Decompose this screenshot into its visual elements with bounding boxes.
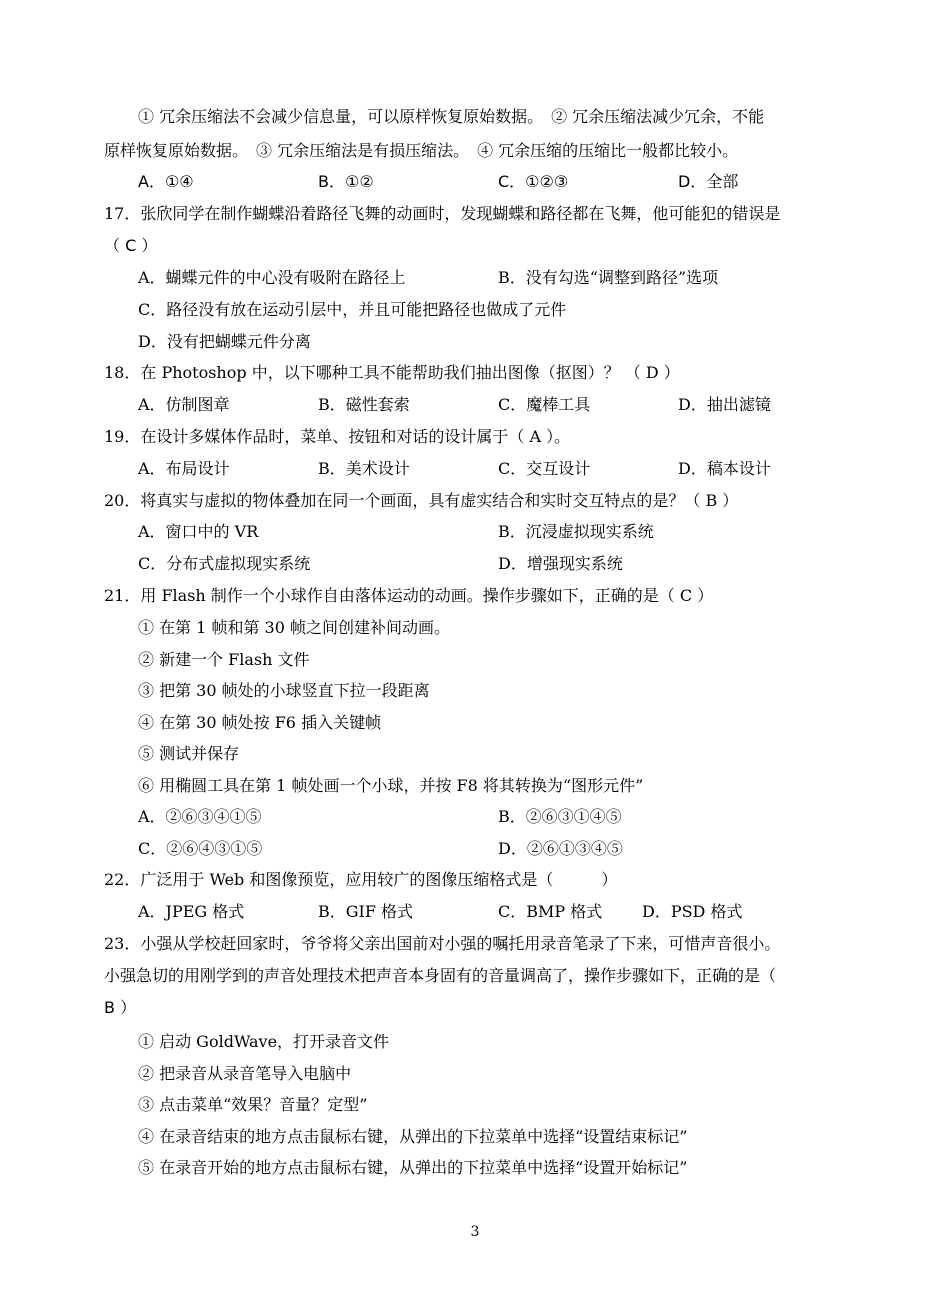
q19-option-b: B．美术设计 bbox=[318, 459, 410, 478]
q23-step-1: ① 启动 GoldWave，打开录音文件 bbox=[138, 1032, 390, 1051]
q16-statement-line1: ① 冗余压缩法不会减少信息量，可以原样恢复原始数据。 ② 冗余压缩法减少冗余，不能 bbox=[138, 107, 765, 126]
q16-statement-line2: 原样恢复原始数据。 ③ 冗余压缩法是有损压缩法。 ④ 冗余压缩的压缩比一般都比较小。 bbox=[104, 141, 739, 160]
q20-option-d: D．增强现实系统 bbox=[498, 554, 623, 573]
q17-stem-line1: 17．张欣同学在制作蝴蝶沿着路径飞舞的动画时，发现蝴蝶和路径都在飞舞，他可能犯的错误是 bbox=[104, 204, 781, 223]
q23-stem-line2: 小强急切的用刚学到的声音处理技术把声音本身固有的音量调高了，操作步骤如下，正确的是（ bbox=[104, 966, 777, 985]
q18-option-b: B．磁性套索 bbox=[318, 395, 410, 414]
q21-step-2: ② 新建一个 Flash 文件 bbox=[138, 650, 310, 669]
q23-step-4: ④ 在录音结束的地方点击鼠标右键，从弹出的下拉菜单中选择“设置结束标记” bbox=[138, 1127, 688, 1146]
q18-stem: 18．在 Photoshop 中，以下哪种工具不能帮助我们抽出图像（抠图）？ （ D ） bbox=[104, 363, 680, 382]
q21-option-c: C．②⑥④③①⑤ bbox=[138, 839, 263, 858]
q17-option-a: A．蝴蝶元件的中心没有吸附在路径上 bbox=[138, 268, 406, 287]
q23-step-3: ③ 点击菜单“效果？音量？定型” bbox=[138, 1095, 368, 1114]
q22-option-d: D．PSD 格式 bbox=[642, 902, 743, 921]
q21-step-4: ④ 在第 30 帧处按 F6 插入关键帧 bbox=[138, 713, 382, 732]
q21-option-b: B．②⑥③①④⑤ bbox=[498, 807, 622, 826]
q17-stem-line2: （ C ） bbox=[104, 236, 158, 255]
q22-option-c: C．BMP 格式 bbox=[498, 902, 603, 921]
q21-step-1: ① 在第 1 帧和第 30 帧之间创建补间动画。 bbox=[138, 618, 450, 637]
q19-option-a: A．布局设计 bbox=[138, 459, 230, 478]
q23-stem-line3: B ） bbox=[104, 998, 137, 1017]
q22-option-b: B．GIF 格式 bbox=[318, 902, 414, 921]
q17-option-c: C．路径没有放在运动引层中，并且可能把路径也做成了元件 bbox=[138, 300, 567, 319]
q23-step-2: ② 把录音从录音笔导入电脑中 bbox=[138, 1064, 352, 1083]
q16-option-d: D．全部 bbox=[678, 172, 739, 191]
q18-option-a: A．仿制图章 bbox=[138, 395, 230, 414]
q21-option-d: D．②⑥①③④⑤ bbox=[498, 839, 623, 858]
q16-option-a: A．①④ bbox=[138, 172, 194, 191]
q21-step-5: ⑤ 测试并保存 bbox=[138, 744, 240, 763]
q19-option-d: D．稿本设计 bbox=[678, 459, 771, 478]
page-number: 3 bbox=[470, 1224, 480, 1240]
q21-option-a: A．②⑥③④①⑤ bbox=[138, 807, 262, 826]
q21-step-3: ③ 把第 30 帧处的小球竖直下拉一段距离 bbox=[138, 681, 430, 700]
q16-option-b: B．①② bbox=[318, 172, 374, 191]
q19-option-c: C．交互设计 bbox=[498, 459, 591, 478]
q21-stem: 21．用 Flash 制作一个小球作自由落体运动的动画。操作步骤如下，正确的是（ C ） bbox=[104, 586, 714, 605]
q20-option-b: B．沉浸虚拟现实系统 bbox=[498, 522, 654, 541]
q22-stem: 22．广泛用于 Web 和图像预览，应用较广的图像压缩格式是（ ） bbox=[104, 870, 618, 889]
q23-step-5: ⑤ 在录音开始的地方点击鼠标右键，从弹出的下拉菜单中选择“设置开始标记” bbox=[138, 1158, 688, 1177]
q17-option-d: D．没有把蝴蝶元件分离 bbox=[138, 332, 311, 351]
q21-step-6: ⑥ 用椭圆工具在第 1 帧处画一个小球，并按 F8 将其转换为“图形元件” bbox=[138, 776, 644, 795]
q22-option-a: A．JPEG 格式 bbox=[138, 902, 245, 921]
q20-stem: 20．将真实与虚拟的物体叠加在同一个画面，具有虚实结合和实时交互特点的是？（ B ） bbox=[104, 491, 739, 510]
q18-option-d: D．抽出滤镜 bbox=[678, 395, 771, 414]
q19-stem: 19．在设计多媒体作品时，菜单、按钮和对话的设计属于（ A ）。 bbox=[104, 427, 571, 446]
q23-stem-line1: 23．小强从学校赶回家时，爷爷将父亲出国前对小强的嘱托用录音笔录了下来，可惜声音很小。 bbox=[104, 934, 781, 953]
q16-option-c: C．①②③ bbox=[498, 172, 569, 191]
q20-option-a: A．窗口中的 VR bbox=[138, 522, 259, 541]
q17-option-b: B．没有勾选“调整到路径”选项 bbox=[498, 268, 719, 287]
q18-option-c: C．魔棒工具 bbox=[498, 395, 591, 414]
q20-option-c: C．分布式虚拟现实系统 bbox=[138, 554, 311, 573]
